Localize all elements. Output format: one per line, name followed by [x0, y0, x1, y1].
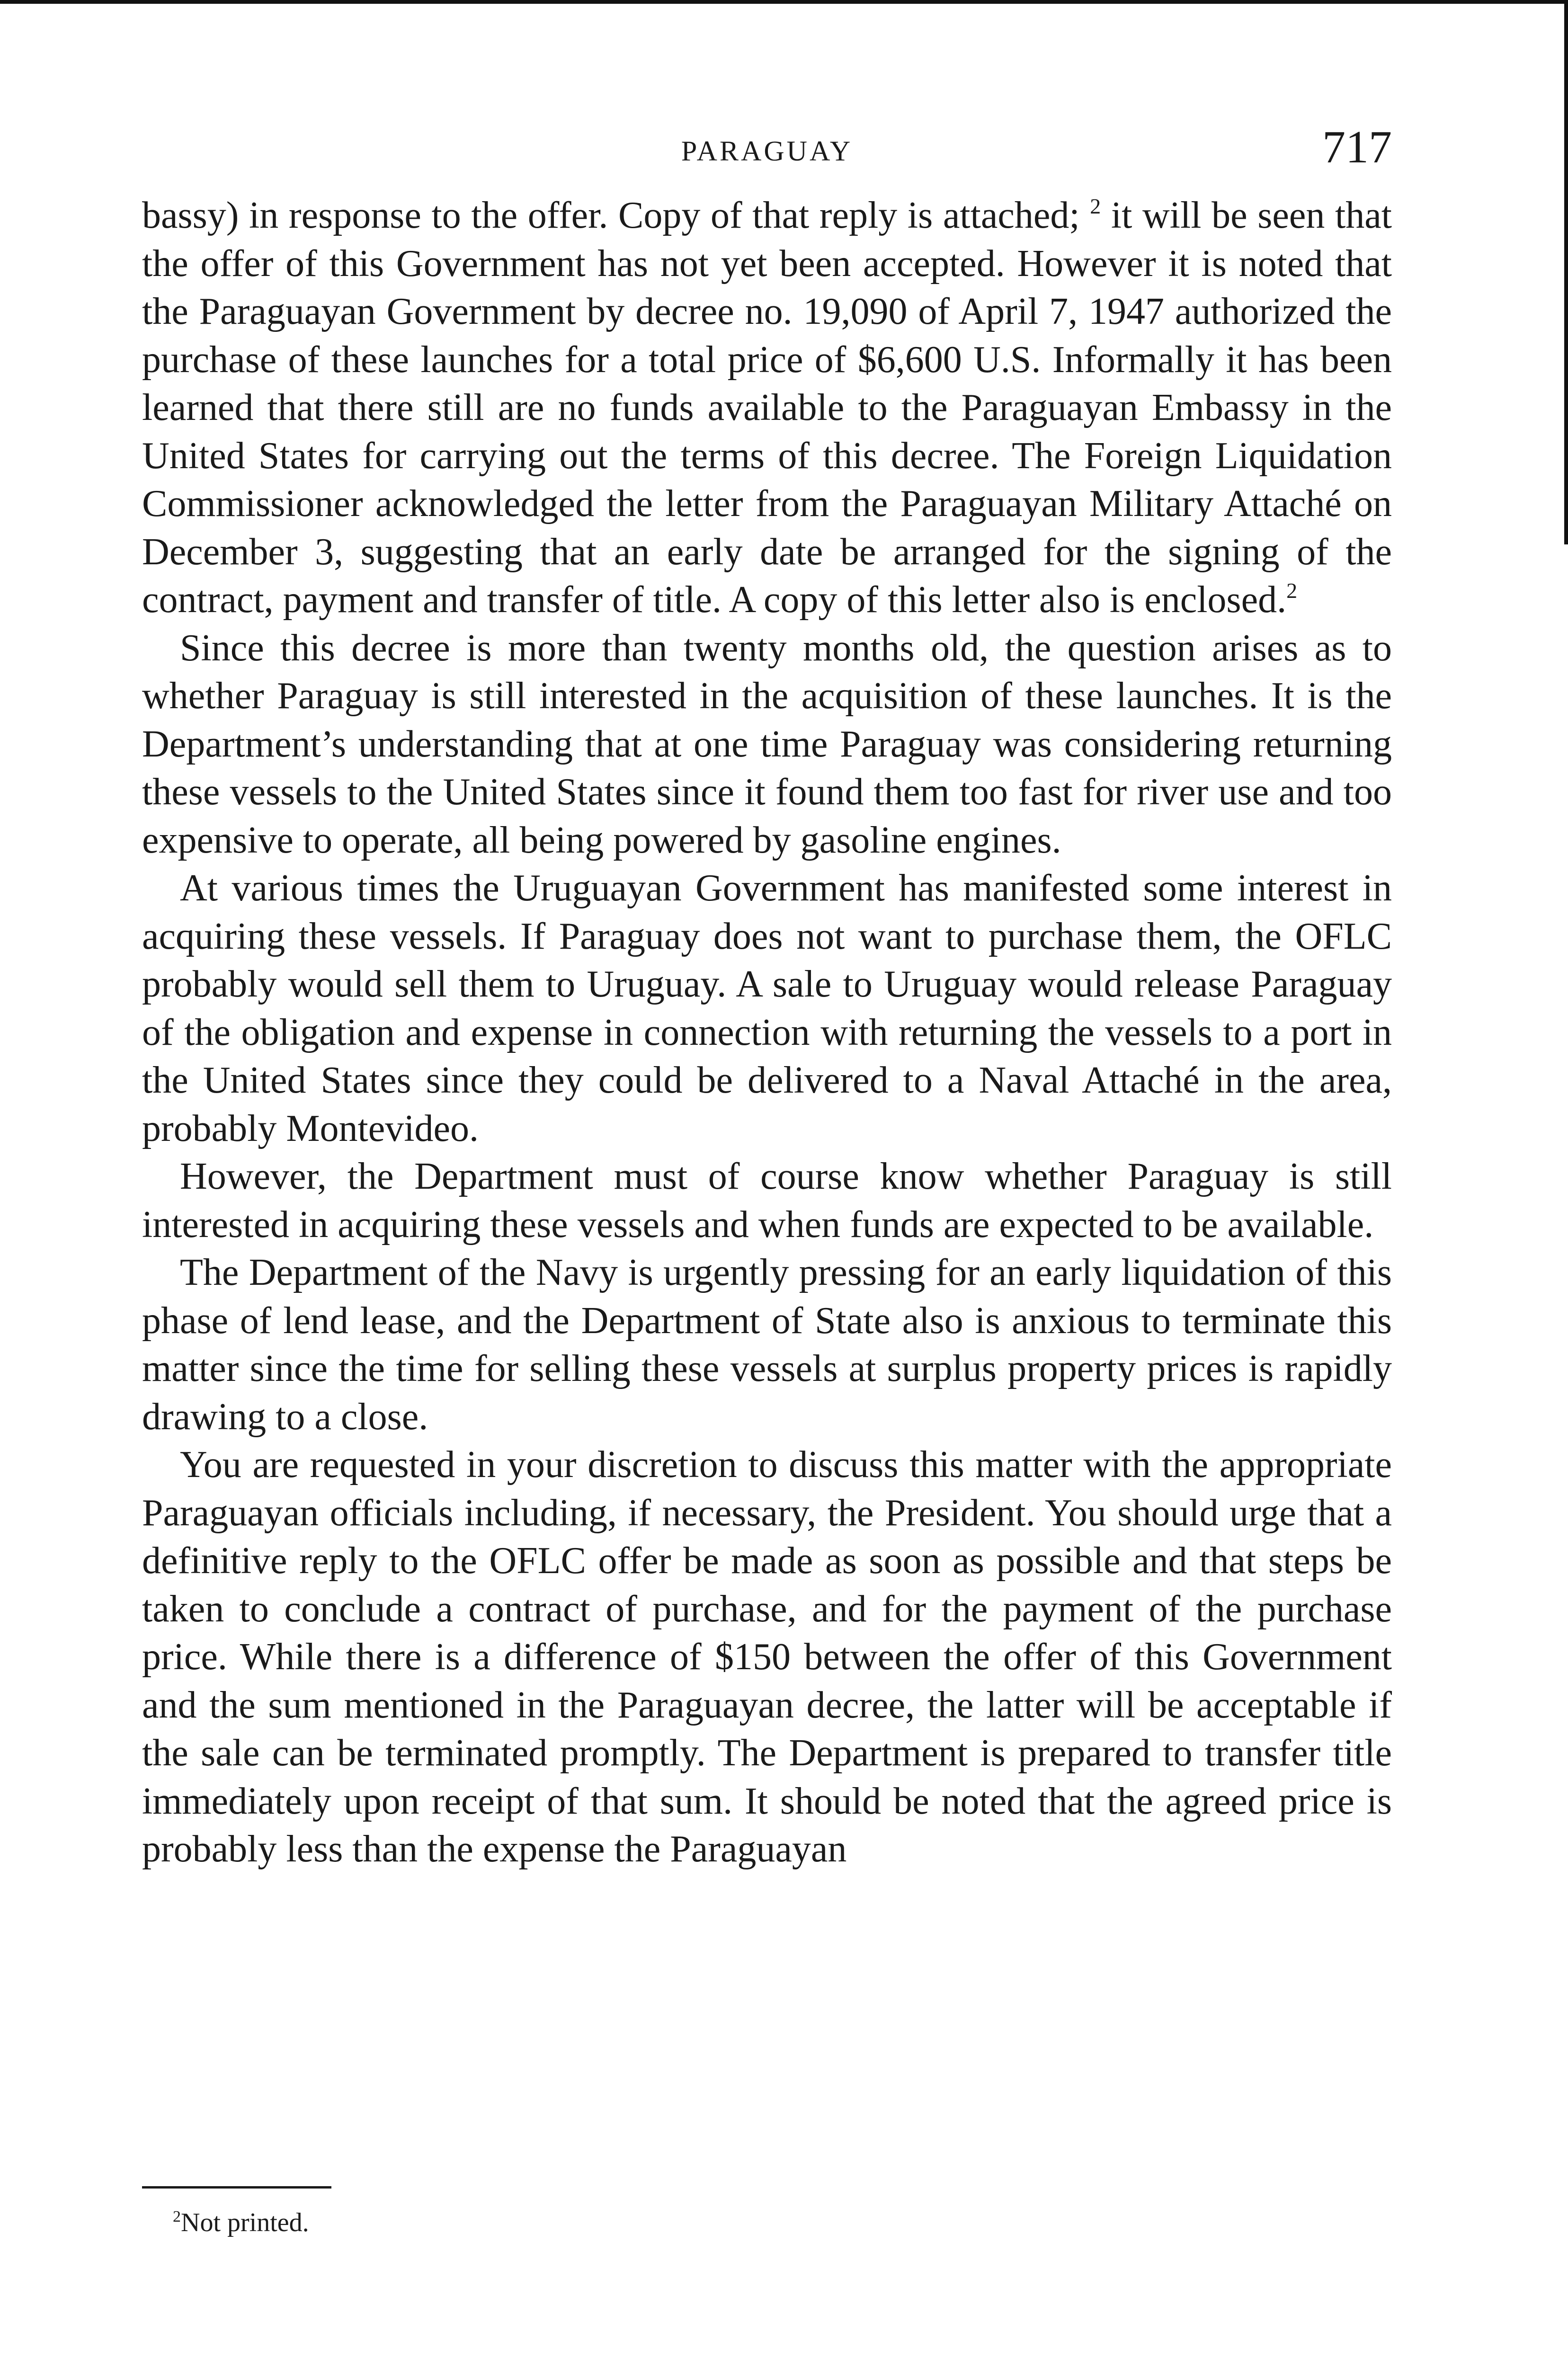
paragraph-4: However, the Department must of course know whether Paraguay is still interested in acquiring these vessels and when funds are expected to be available. — [142, 1156, 1392, 1246]
paragraph-3: At various times the Uruguayan Government has manifested some interest in acquiring these vessels. If Paraguay does not want to purchase them, the OFLC probably would sell them to Uruguay. A sale to Uruguay would release Paraguay of the obligation and expense in connection with returning the vessels to a port in the United States since they could be delivered to a Naval Attaché in the area, probably Montevideo. — [142, 867, 1392, 1149]
footnote-ref: 2 — [1286, 578, 1298, 603]
footnote-rule — [142, 2186, 331, 2189]
paragraph-1 — [142, 192, 1392, 624]
footnote — [173, 2204, 309, 2242]
paragraph-1-text-a: bassy) in response to the offer. Copy of that reply is attached; — [142, 195, 1080, 236]
running-head-title: PARAGUAY — [681, 135, 853, 167]
page-number: 717 — [1322, 122, 1392, 173]
page-top-border — [0, 0, 1568, 4]
footnote-ref: 2 — [1090, 194, 1101, 218]
paragraph-2: Since this decree is more than twenty months old, the question arises as to whether Paraguay is still interested in the acquisition of these launches. It is the Department’s understanding that at one time Paraguay was considering returning these vessels to the United States since it found them too fast for river use and too expensive to operate, all being powered by gasoline engines. — [142, 627, 1392, 861]
body-text — [142, 192, 1392, 1874]
paragraph-1-text-b: it will be seen that the offer of this Government has not yet been accepted. However it is noted that the Paraguayan Government by decree no. 19,090 of April 7, 1947 authorized the purchase of these launches for a total price of $6,600 U.S. Informally it has been learned that there still are no funds available to the Paraguayan Embassy in the United States for carrying out the terms of this decree. The Foreign Liquidation Commissioner acknowledged the letter from the Paraguayan Military Attaché on December 3, suggesting that an early date be arranged for the signing of the contract, payment and transfer of title. A copy of this letter also is enclosed. — [142, 195, 1392, 621]
footnote-text: Not printed. — [181, 2208, 309, 2237]
paragraph-5: The Department of the Navy is urgently pressing for an early liquidation of this phase of lend lease, and the Department of State also is anxious to terminate this matter since the time for selling these vessels at surplus property prices is rapidly drawing to a close. — [142, 1252, 1392, 1438]
running-head — [142, 121, 1392, 173]
page-right-border — [1564, 0, 1568, 544]
paragraph-6: You are requested in your discretion to discuss this matter with the appropriate Paraguayan officials including, if necessary, the President. You should urge that a definitive reply to the OFLC offer be made as soon as possible and that steps be taken to conclude a contract of purchase, and for the payment of the purchase price. While there is a difference of $150 between the offer of this Government and the sum mentioned in the Paraguayan decree, the latter will be acceptable if the sale can be terminated promptly. The Department is prepared to transfer title immediately upon receipt of that sum. It should be noted that the agreed price is probably less than the expense the Paraguayan — [142, 1444, 1392, 1870]
footnote-marker: 2 — [173, 2208, 181, 2225]
